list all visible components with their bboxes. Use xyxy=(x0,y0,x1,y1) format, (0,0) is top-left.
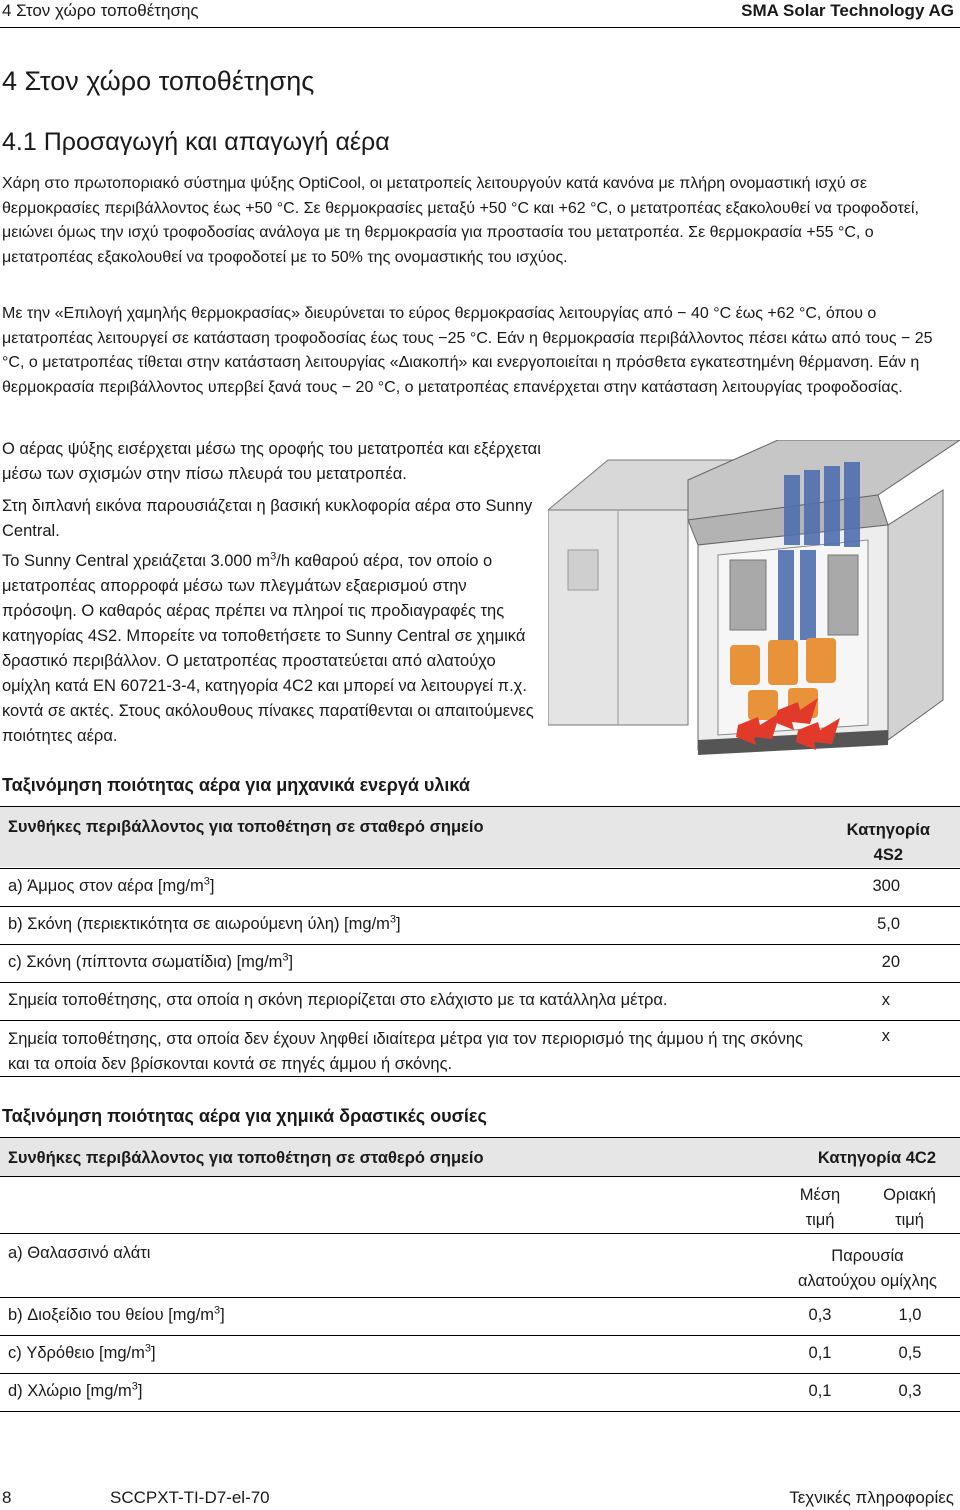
table-row xyxy=(0,1374,960,1411)
row-label: c) Σκόνη (πίπτοντα σωματίδια) $[mg/m^3]$ xyxy=(8,951,294,971)
document-code: SCCPXT-TI-D7-el-70 xyxy=(110,1488,270,1507)
table-row xyxy=(0,869,960,906)
row-label: d) Χλώριο $[mg/m^3]$ xyxy=(8,1380,143,1400)
section-title: 4.1 Προσαγωγή και απαγωγή αέρα xyxy=(2,128,390,156)
table-header-right: Κατηγορία 4C2 xyxy=(817,1149,936,1167)
header-category-code: 4S2 xyxy=(873,846,904,864)
paragraph-low-temp: Με την «Επιλογή χαμηλής θερμοκρασίας» διευρύνεται το εύρος θερμοκρασίας λειτουργίας από − 40 °C έως +62 °C, όπου ο μετατροπέας λειτουργεί σε κατάσταση τροφοδοσίας έως τους −25 °C. Εάν η θερμοκρασία περιβάλλοντος πέσει κάτω από τους − 25 °C, ο μετατροπέας τίθεται στην κατάσταση λειτουργίας «Διακοπή» και ενεργοποιείται η πρόσθετα εγκατεστημένη θέρμανση. Εάν η θερμοκρασία περιβάλλοντος υπερβεί ξανά τους − 20 °C, ο μετατροπέας επανέρχεται στην κατάσταση λειτουργίας τροφοδοσίας. xyxy=(2,305,933,396)
table1-title: Ταξινόμηση ποιότητας αέρα για μηχανικά ενεργά υλικά xyxy=(2,775,470,795)
page-number: 8 xyxy=(2,1488,12,1507)
superscript: 3 xyxy=(270,550,277,563)
table-header-row xyxy=(0,807,960,867)
table2-title: Ταξινόμηση ποιότητας αέρα για χημικά δραστικές ουσίες xyxy=(2,1106,487,1126)
air-volume-text: Το Sunny Central χρειάζεται 3.000 m xyxy=(2,552,271,570)
table-rule xyxy=(0,1411,960,1412)
row-label: b) Σκόνη (περιεκτικότητα σε αιωρούμενη ύλη) $[mg/m^3]$ xyxy=(8,913,401,933)
table-row xyxy=(0,983,960,1020)
row-limit: 0,3 xyxy=(898,1382,922,1400)
inverter-airflow-illustration xyxy=(548,440,960,765)
row-label: Σημεία τοποθέτησης, στα οποία η σκόνη περιορίζεται στο ελάχιστο με τα κατάλληλα μέτρα. xyxy=(8,991,668,1009)
table-row xyxy=(0,1298,960,1335)
row-mean: 0,1 xyxy=(808,1382,832,1400)
subheader-mean: Μέση τιμή xyxy=(799,1186,841,1229)
page-header xyxy=(0,0,960,24)
paragraph-opticool: Χάρη στο πρωτοποριακό σύστημα ψύξης OptiCool, οι μετατροπείς λειτουργούν κατά κανόνα με πλήρη ονομαστική ισχύ σε θερμοκρασίες περιβάλλοντος έως +50 °C. Σε θερμοκρασίες μεταξύ +50 °C και +62 °C, ο μετατροπέας εξακολουθεί να τροφοδοτεί, μειώνει όμως την ισχύ τροφοδοσίας ανάλογα με τη θερμοκρασία για προστασία του μετατροπέα. Σε θερμοκρασία +55 °C, ο μετατροπέας εξακολουθεί να τροφοδοτεί με το 50% της ονομαστικής του ισχύος. xyxy=(2,175,919,266)
table-header-left: Συνθήκες περιβάλλοντος για τοποθέτηση σε σταθερό σημείο xyxy=(8,818,484,836)
row-value: x xyxy=(881,1027,890,1045)
air-requirements-text: /h καθαρού αέρα, τον οποίο ο μετατροπέας απορροφά μέσω των πλεγμάτων εξαερισμού στην πρόσοψη. Ο καθαρός αέρας πρέπει να πληροί τις προδιαγραφές της κατηγορίας 4S2. Μπορείτε να τοποθετήσετε το Sunny Central σε χημικά δραστικό περιβάλλον. Ο μετατροπέας προστατεύεται από αλατούχο ομίχλη κατά EN 60721-3-4, κατηγορία 4C2 και μπορεί να λειτουργεί π.χ. κοντά σε ακτές. Στους ακόλουθους πίνακες παρατίθενται οι απαιτούμενες ποιότητες αέρα. xyxy=(2,552,534,745)
header-category-word: Κατηγορία xyxy=(846,821,930,839)
row-value: Παρουσία αλατούχου ομίχλης xyxy=(798,1247,937,1290)
row-mean: 0,3 xyxy=(808,1306,832,1324)
header-chapter: 4 Στον χώρο τοποθέτησης xyxy=(2,1,199,20)
chapter-title: 4 Στον χώρο τοποθέτησης xyxy=(2,66,315,96)
row-mean: 0,1 xyxy=(808,1344,832,1362)
table-row xyxy=(0,1234,960,1294)
row-label: a) Άμμος στον αέρα $[mg/m^3]$ xyxy=(8,875,215,895)
table-row xyxy=(0,1336,960,1373)
table-rule xyxy=(0,1076,960,1077)
table-row xyxy=(0,907,960,944)
row-limit: 1,0 xyxy=(898,1306,922,1324)
paragraph-airflow: Ο αέρας ψύξης εισέρχεται μέσω της οροφής του μετατροπέα και εξέρχεται μέσω των σχισμών στην πίσω πλευρά του μετατροπέα. xyxy=(2,440,541,483)
row-limit: 0,5 xyxy=(898,1344,922,1362)
document-type: Τεχνικές πληροφορίες xyxy=(789,1488,954,1507)
row-label: b) Διοξείδιο του θείου $[mg/m^3]$ xyxy=(8,1304,225,1324)
table-header-left: Συνθήκες περιβάλλοντος για τοποθέτηση σε σταθερό σημείο xyxy=(8,1149,484,1167)
row-value: x xyxy=(881,991,890,1009)
table-header-row xyxy=(0,1138,960,1176)
row-value: 20 xyxy=(881,953,900,971)
header-company: SMA Solar Technology AG xyxy=(741,1,954,20)
paragraph-illustration-note: Στη διπλανή εικόνα παρουσιάζεται η βασική κυκλοφορία αέρα στο Sunny Central. xyxy=(2,497,533,540)
row-value: 300 xyxy=(872,877,900,895)
table-row xyxy=(0,1021,960,1081)
header-rule xyxy=(0,27,960,28)
row-value: 5,0 xyxy=(877,915,900,933)
table-subheader-row xyxy=(0,1177,960,1233)
subheader-limit: Οριακή τιμή xyxy=(883,1186,936,1229)
page-footer xyxy=(0,1480,960,1510)
row-label: Σημεία τοποθέτησης, στα οποία δεν έχουν ληφθεί ιδιαίτερα μέτρα για τον περιορισμό της άμμου ή της σκόνης και τα οποία δεν βρίσκονται κοντά σε πηγές άμμου ή σκόνης. xyxy=(8,1030,803,1073)
table-row xyxy=(0,945,960,982)
paragraph-air-requirements xyxy=(2,549,542,749)
row-label: c) Υδρόθειο $[mg/m^3]$ xyxy=(8,1342,156,1362)
table-header-right xyxy=(847,818,930,868)
row-label: a) Θαλασσινό αλάτι xyxy=(8,1244,151,1262)
